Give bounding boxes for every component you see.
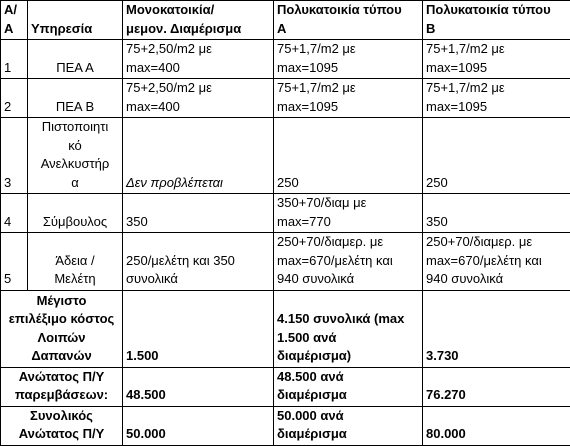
building-type-b-cell: 75+1,7/m2 με max=1095 xyxy=(423,79,570,118)
building-type-a-cell: 75+1,7/m2 με max=1095 xyxy=(274,40,423,79)
summary-label: Ανώτατος Π/Υ παρεμβάσεων: xyxy=(1,367,123,406)
row-number: 3 xyxy=(1,118,28,194)
building-type-a-cell: 350+70/διαμ με max=770 xyxy=(274,194,423,233)
row-number: 4 xyxy=(1,194,28,233)
row-number: 1 xyxy=(1,40,28,79)
building-type-a-cell: 250 xyxy=(274,118,423,194)
summary-building-type-b: 76.270 xyxy=(423,367,570,406)
single-dwelling-cell: Δεν προβλέπεται xyxy=(123,118,274,194)
building-type-b-cell: 350 xyxy=(423,194,570,233)
summary-building-type-b: 80.000 xyxy=(423,406,570,445)
row-number: 5 xyxy=(1,233,28,291)
summary-single-dwelling: 48.500 xyxy=(123,367,274,406)
header-number: Α/ Α xyxy=(1,1,28,40)
service-cell: ΠΕΑ Β xyxy=(28,79,123,118)
service-cell: Άδεια / Μελέτη xyxy=(28,233,123,291)
service-cell: ΠΕΑ Α xyxy=(28,40,123,79)
building-type-b-cell: 250+70/διαμερ. με max=670/μελέτη και 940 συνολικά xyxy=(423,233,570,291)
building-type-a-cell: 250+70/διαμερ. με max=670/μελέτη και 940 συνολικά xyxy=(274,233,423,291)
header-service: Υπηρεσία xyxy=(28,1,123,40)
summary-building-type-a: 48.500 ανά διαμέρισμα xyxy=(274,367,423,406)
summary-building-type-a: 50.000 ανά διαμέρισμα xyxy=(274,406,423,445)
header-building-type-b: Πολυκατοικία τύπου Β xyxy=(423,1,570,40)
header-row xyxy=(1,1,570,40)
summary-label: Συνολικός Ανώτατος Π/Υ xyxy=(1,406,123,445)
table-row xyxy=(1,194,570,233)
building-type-b-cell: 250 xyxy=(423,118,570,194)
summary-row xyxy=(1,367,570,406)
summary-building-type-b: 3.730 xyxy=(423,290,570,367)
summary-label: Μέγιστο επιλέξιμο κόστος Λοιπών Δαπανών xyxy=(1,290,123,367)
table-row xyxy=(1,233,570,291)
summary-single-dwelling: 1.500 xyxy=(123,290,274,367)
table-row xyxy=(1,40,570,79)
service-cell: Σύμβουλος xyxy=(28,194,123,233)
summary-building-type-a: 4.150 συνολικά (max 1.500 ανά διαμέρισμα) xyxy=(274,290,423,367)
single-dwelling-cell: 250/μελέτη και 350 συνολικά xyxy=(123,233,274,291)
service-cell: Πιστοποιητι κό Ανελκυστήρ α xyxy=(28,118,123,194)
building-type-a-cell: 75+1,7/m2 με max=1095 xyxy=(274,79,423,118)
row-number: 2 xyxy=(1,79,28,118)
summary-single-dwelling: 50.000 xyxy=(123,406,274,445)
single-dwelling-cell: 75+2,50/m2 με max=400 xyxy=(123,79,274,118)
header-building-type-a: Πολυκατοικία τύπου Α xyxy=(274,1,423,40)
summary-row xyxy=(1,290,570,367)
single-dwelling-cell: 75+2,50/m2 με max=400 xyxy=(123,40,274,79)
summary-row xyxy=(1,406,570,445)
table-row xyxy=(1,79,570,118)
header-single-dwelling: Μονοκατοικία/ μεμον. Διαμέρισμα xyxy=(123,1,274,40)
building-type-b-cell: 75+1,7/m2 με max=1095 xyxy=(423,40,570,79)
table-row xyxy=(1,118,570,194)
single-dwelling-cell: 350 xyxy=(123,194,274,233)
